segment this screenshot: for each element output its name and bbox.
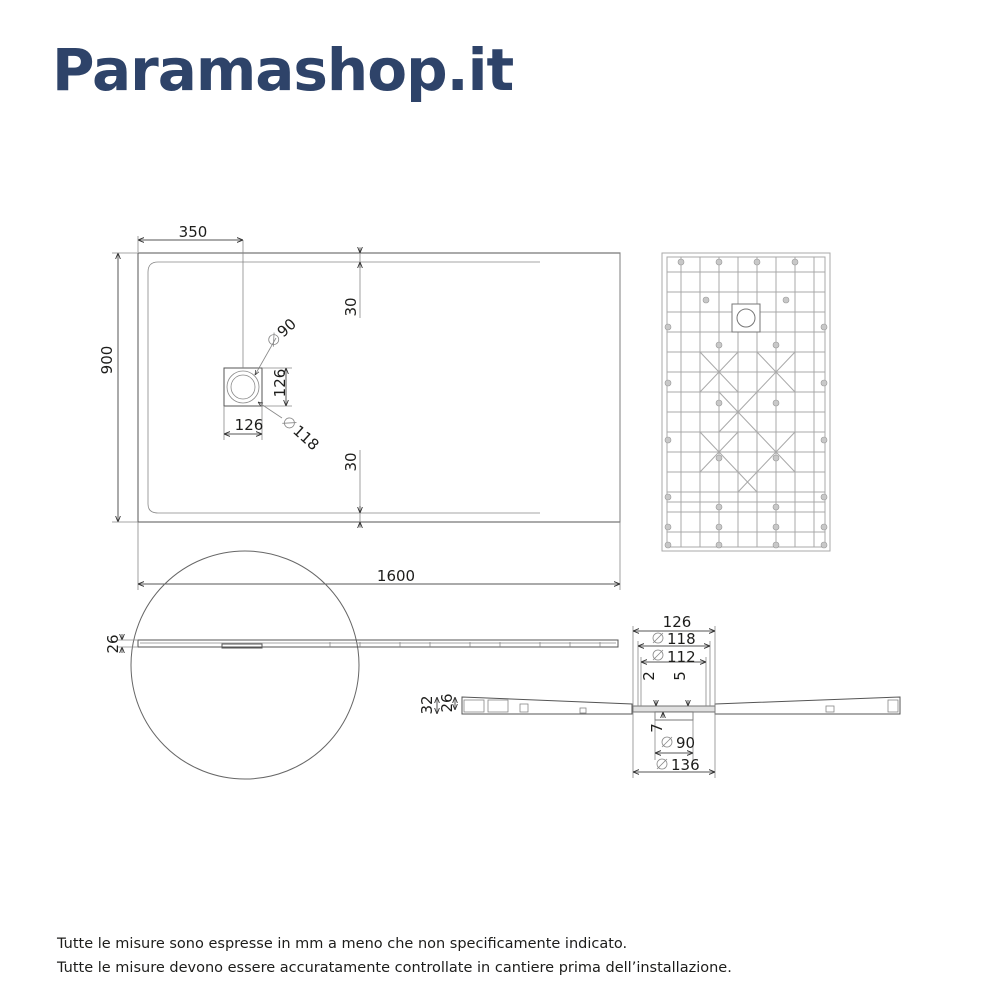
dim-7-detail: 7	[648, 723, 666, 733]
dia-136-detail-label	[657, 756, 700, 774]
tray-outline	[138, 253, 620, 522]
dim-1600: 1600	[376, 567, 416, 585]
dim-dia-90: 90	[273, 314, 300, 341]
dim-thickness-26: 26	[104, 634, 122, 654]
drain-outer-circle	[227, 371, 259, 403]
dim-900: 900	[98, 345, 116, 375]
dim-2-detail: 2	[640, 671, 658, 681]
notes	[57, 932, 732, 980]
underside-grid-view	[662, 253, 830, 551]
drain-detail-section	[418, 613, 900, 778]
brand-logo: Paramashop.it	[52, 36, 514, 104]
dim-26-detail: 26	[438, 693, 456, 713]
dim-dia-136-detail: 136	[671, 756, 700, 774]
dim-30-top: 30	[342, 297, 360, 317]
dim-dia-118-detail: 118	[667, 630, 696, 648]
note-line-2: Tutte le misure devono essere accuratamente controllate in cantiere prima dell’installazione.	[57, 960, 732, 976]
dim-126-detail: 126	[662, 613, 692, 631]
dim-350: 350	[178, 223, 208, 241]
dim-dia-90-detail: 90	[676, 734, 696, 752]
dia-118-detail-label	[653, 630, 696, 648]
dia-90-detail-label	[662, 734, 695, 752]
dia-90-label	[264, 315, 300, 350]
dim-5-detail: 5	[671, 671, 689, 681]
top-view	[98, 223, 620, 590]
dia-112-detail-label	[653, 648, 696, 666]
note-line-1: Tutte le misure sono espresse in mm a meno che non specificamente indicato.	[57, 936, 628, 952]
side-profile-view	[104, 551, 618, 779]
dim-32-detail: 32	[418, 695, 436, 715]
dia-118-label	[280, 413, 323, 454]
dim-dia-112-detail: 112	[667, 648, 696, 666]
dim-126-vertical: 126	[271, 368, 289, 398]
drain-inner-circle	[231, 375, 255, 399]
dim-30-bottom: 30	[342, 452, 360, 472]
dim-dia-118: 118	[289, 421, 323, 455]
dim-126-horizontal: 126	[234, 416, 264, 434]
detail-circle	[131, 551, 359, 779]
drain-grate	[224, 368, 262, 406]
